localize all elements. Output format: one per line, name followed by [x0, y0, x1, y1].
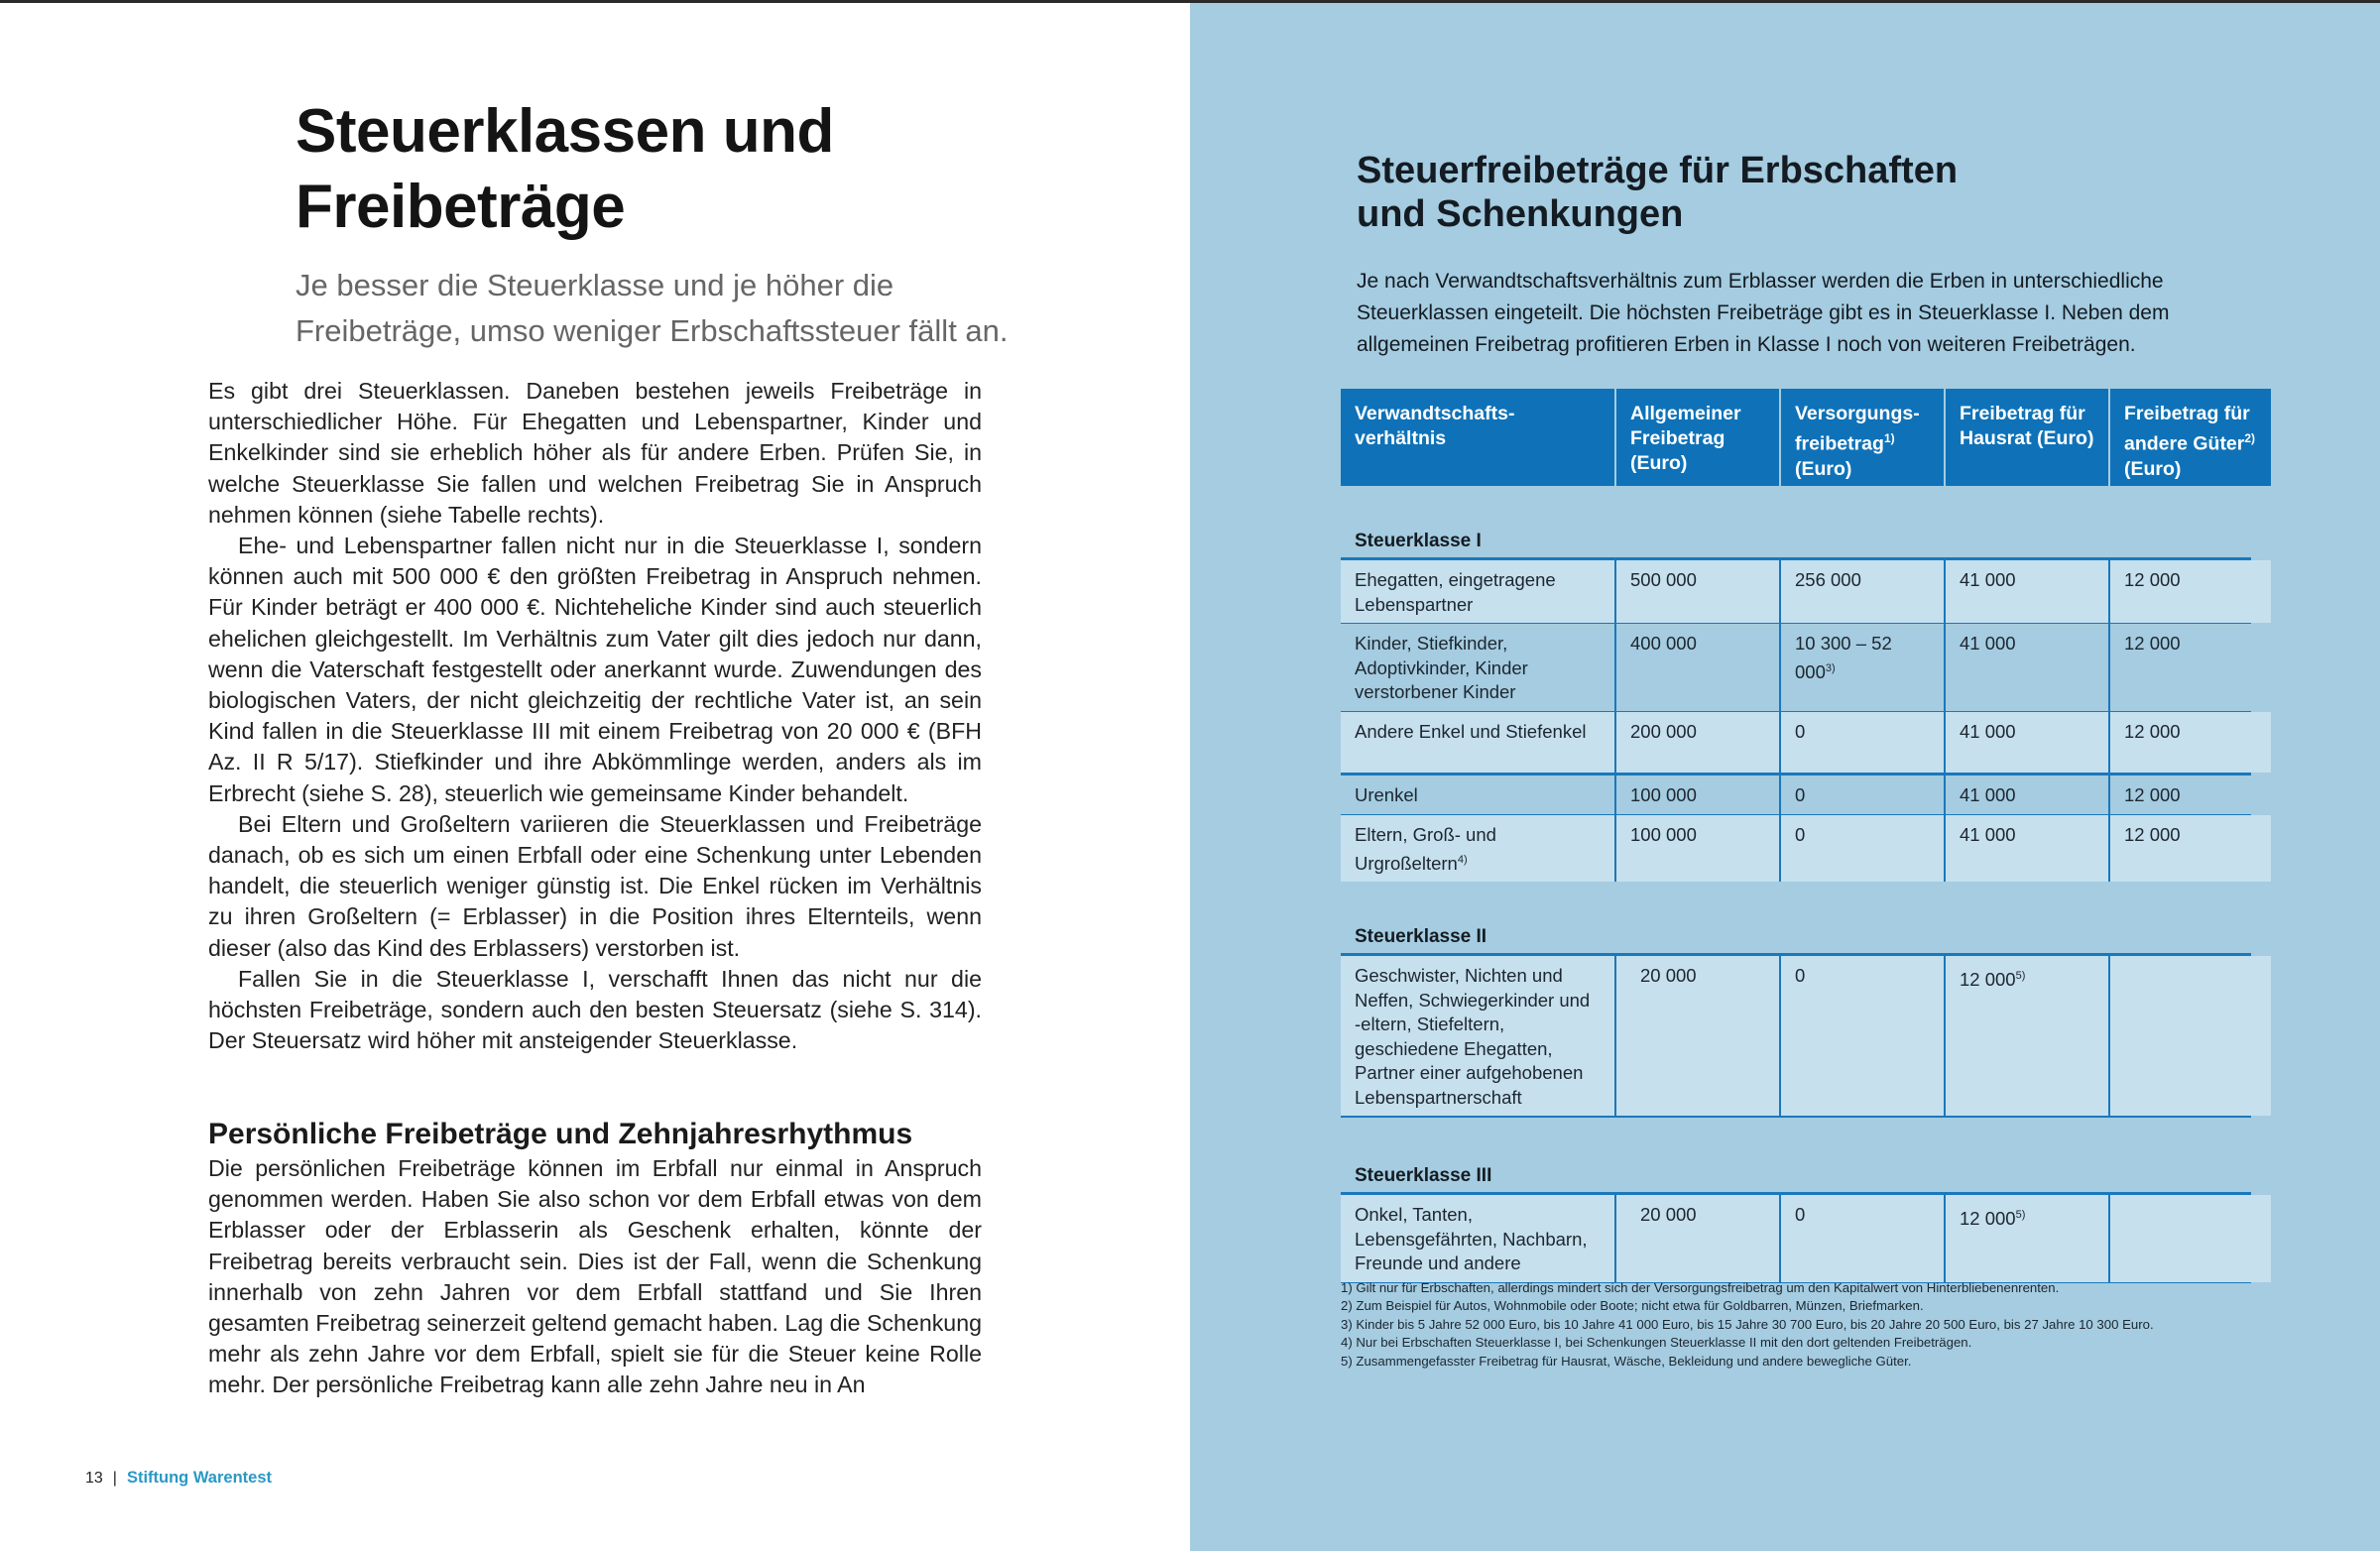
cell-text: Onkel, Tanten, Lebensgefährten, Nachbarn, Freunde und andere	[1355, 1204, 1588, 1273]
cell-other-goods: 12 000	[2108, 624, 2271, 711]
table-footnotes	[1341, 1279, 2273, 1371]
table-row	[1341, 624, 2251, 712]
header-text: Verwandtschafts-verhältnis	[1355, 403, 1515, 449]
cell-household: 41 000	[1944, 560, 2108, 623]
cell-household: 41 000	[1944, 712, 2108, 773]
cell-other-goods	[2108, 1195, 2271, 1282]
cell-other-goods	[2108, 956, 2271, 1116]
cell-text: Andere Enkel und Stiefenkel	[1355, 721, 1587, 742]
cell-text: Urenkel	[1355, 784, 1418, 805]
cell-relation	[1341, 776, 1614, 814]
cell-other-goods: 12 000	[2108, 815, 2271, 882]
cell-other-goods: 12 000	[2108, 560, 2271, 623]
section-subheading: Persönliche Freibeträge und Zehnjahresrhythmus	[208, 1118, 913, 1150]
infobox-title-line-1: Steuerfreibeträge für Erbschaften	[1357, 150, 1959, 191]
infobox-intro: Je nach Verwandtschaftsverhältnis zum Erblasser werden die Erben in unterschiedliche Steuerklassen eingeteilt. Die höchsten Freibeträge gibt es in Steuerklasse I. Neben dem allgemeinen Freibetrag profitieren Erben in Klasse I noch von weiteren Freibeträgen.	[1357, 270, 2170, 356]
cell-household: 41 000	[1944, 624, 2108, 711]
cell-relation	[1341, 1195, 1614, 1282]
cell-pension	[1779, 624, 1944, 711]
lead-paragraph: Je besser die Steuerklasse und je höher die Freibeträge, umso weniger Erbschaftssteuer fällt an.	[296, 268, 1009, 348]
header-unit: (Euro)	[1795, 457, 1852, 480]
cell-pension: 0	[1779, 815, 1944, 882]
column-header-general-allowance	[1614, 389, 1779, 486]
table-row	[1341, 560, 2251, 624]
cell-pension: 0	[1779, 776, 1944, 814]
cell-relation	[1341, 624, 1614, 711]
cell-pension: 0	[1779, 956, 1944, 1116]
column-header-household-allowance	[1944, 389, 2108, 486]
cell-household: 41 000	[1944, 776, 2108, 814]
cell-text: 10 300 – 52 000	[1795, 633, 1892, 682]
column-header-relation	[1341, 389, 1614, 486]
footnote-ref: 5)	[2015, 970, 2026, 982]
footnote-ref: 1)	[1883, 431, 1895, 445]
footnote: 4) Nur bei Erbschaften Steuerklasse I, bei Schenkungen Steuerklasse II mit den dort geltenden Freibeträgen.	[1341, 1335, 1972, 1351]
page-title	[296, 94, 1089, 245]
section-label-class-2: Steuerklasse II	[1341, 921, 2251, 956]
cell-text: Kinder, Stiefkinder, Adoptivkinder, Kinder verstorbener Kinder	[1355, 633, 1528, 702]
header-text: Allgemeiner Freibetrag (Euro)	[1630, 403, 1741, 474]
body-paragraph: Fallen Sie in die Steuerklasse I, verschafft Ihnen das nicht nur die höchsten Freibeträge, sondern auch den besten Steuersatz (siehe S. 314). Der Steuersatz wird höher mit ansteigender Steuerklasse.	[208, 965, 982, 1054]
body-paragraph: Die persönlichen Freibeträge können im Erbfall nur einmal in Anspruch genommen werden. Haben Sie also schon vor dem Erbfall etwas von dem Erblasser oder der Erblasserin als Geschenk erhalten, könnte der Freibetrag bereits verbraucht sein. Dies ist der Fall, wenn die Schenkung innerhalb von zehn Jahren vor dem Erbfall stattfand und Sie Ihren gesamten Freibetrag seinerzeit geltend gemacht haben. Lag die Schenkung mehr als zehn Jahre vor dem Erbfall, spielt sie für die Steuer keine Rolle mehr. Der persönliche Freibetrag kann alle zehn Jahre neu in An	[208, 1155, 982, 1398]
body-paragraph: Es gibt drei Steuerklassen. Daneben bestehen jeweils Freibeträge in unterschiedlicher Höhe. Für Ehegatten und Lebenspartner, Kinder und Enkelkinder sind sie erheblich höher als für andere Erben. Prüfen Sie, in welche Steuerklasse Sie fallen und welchen Freibetrag Sie in Anspruch nehmen können (siehe Tabelle rechts).	[208, 378, 982, 528]
cell-general: 20 000	[1614, 1195, 1779, 1282]
cell-text: 12 000	[1960, 1208, 2016, 1230]
cell-household	[1944, 956, 2108, 1116]
page-number: 13	[85, 1469, 103, 1487]
footnote-ref: 5)	[2015, 1209, 2026, 1221]
column-header-other-goods-allowance	[2108, 389, 2271, 486]
footnote: 1) Gilt nur für Erbschaften, allerdings mindert sich der Versorgungsfreibetrag um den Kapitalwert von Hinterbliebenenrenten.	[1341, 1280, 2060, 1295]
cell-pension: 256 000	[1779, 560, 1944, 623]
cell-pension: 0	[1779, 712, 1944, 773]
page-footer	[85, 1469, 272, 1488]
page-title-line-1: Steuerklassen und	[296, 97, 834, 166]
header-text: Versorgungs-freibetrag	[1795, 403, 1920, 455]
cell-text: Geschwister, Nichten und Neffen, Schwiegerkinder und -eltern, Stiefeltern, geschiedene Ehegatten, Partner einer aufgehobenen Lebenspartnerschaft	[1355, 965, 1591, 1108]
cell-relation	[1341, 956, 1614, 1116]
cell-pension: 0	[1779, 1195, 1944, 1282]
cell-text: 12 000	[1960, 969, 2016, 991]
infobox-title	[1357, 149, 2249, 236]
table-row	[1341, 1195, 2251, 1283]
header-unit: (Euro)	[2124, 457, 2182, 480]
section-label-class-3: Steuerklasse III	[1341, 1160, 2251, 1195]
footnote: 2) Zum Beispiel für Autos, Wohnmobile oder Boote; nicht etwa für Goldbarren, Münzen, Briefmarken.	[1341, 1298, 1924, 1314]
table-row	[1341, 712, 2251, 776]
infobox-title-line-2: und Schenkungen	[1357, 193, 1684, 235]
cell-relation	[1341, 815, 1614, 882]
table-row	[1341, 815, 2251, 879]
column-header-pension-allowance	[1779, 389, 1944, 486]
cell-relation	[1341, 712, 1614, 773]
header-text: Freibetrag für Hausrat (Euro)	[1960, 403, 2094, 449]
cell-general: 400 000	[1614, 624, 1779, 711]
tax-allowance-table	[1341, 389, 2256, 1283]
footnote: 3) Kinder bis 5 Jahre 52 000 Euro, bis 10 Jahre 41 000 Euro, bis 15 Jahre 30 700 Euro, bis 20 Jahre 20 500 Euro, bis 27 Jahre 10 300 Euro.	[1341, 1316, 2154, 1332]
cell-other-goods: 12 000	[2108, 776, 2271, 814]
footnote-ref: 3)	[1825, 661, 1836, 674]
table-header-row	[1341, 389, 2256, 486]
cell-text: Ehegatten, eingetragene Lebenspartner	[1355, 569, 1556, 615]
section-label-class-1: Steuerklasse I	[1341, 526, 2251, 560]
folio-separator: |	[112, 1469, 117, 1487]
cell-household	[1944, 1195, 2108, 1282]
table-row	[1341, 776, 2251, 815]
footnote-ref: 2)	[2244, 431, 2256, 445]
cell-general: 20 000	[1614, 956, 1779, 1116]
body-paragraph: Bei Eltern und Großeltern variieren die Steuerklassen und Freibeträge danach, ob es sich um einen Erbfall oder eine Schenkung unter Lebenden handelt, die steuerlich weniger günstig ist. Die Enkel rücken im Verhältnis zu ihren Großeltern (= Erblasser) in die Position ihres Elternteils, wenn dieser (also das Kind des Erblassers) verstorben ist.	[208, 810, 982, 961]
header-text: Freibetrag für andere Güter	[2124, 403, 2250, 455]
cell-household: 41 000	[1944, 815, 2108, 882]
cell-relation	[1341, 560, 1614, 623]
publisher-brand: Stiftung Warentest	[126, 1469, 273, 1487]
body-text	[208, 376, 982, 1056]
footnote: 5) Zusammengefasster Freibetrag für Hausrat, Wäsche, Bekleidung und andere bewegliche Güter.	[1341, 1353, 1912, 1369]
cell-other-goods: 12 000	[2108, 712, 2271, 773]
cell-general: 100 000	[1614, 815, 1779, 882]
body-text-2	[208, 1153, 982, 1401]
cell-text: Eltern, Groß- und Urgroßeltern	[1355, 824, 1496, 874]
cell-general: 200 000	[1614, 712, 1779, 773]
footnote-ref: 4)	[1457, 853, 1468, 866]
body-paragraph: Ehe- und Lebenspartner fallen nicht nur in die Steuerklasse I, sondern können auch mit 500 000 € den größten Freibetrag in Anspruch nehmen. Für Kinder beträgt er 400 000 €. Nichteheliche Kinder sind auch steuerlich ehelichen gleichgestellt. Im Verhältnis zum Vater gilt dies jedoch nur dann, wenn die Vaterschaft festgestellt oder anerkannt wurde. Zuwendungen des biologischen Vaters, der nicht gleichzeitig der rechtliche Vater ist, an sein Kind fallen in die Steuerklasse III mit einem Freibetrag von 20 000 € (BFH Az. II R 5/17). Stiefkinder und ihre Abkömmlinge werden, anders als im Erbrecht (siehe S. 28), steuerlich wie gemeinsame Kinder behandelt.	[208, 533, 982, 806]
page-title-line-2: Freibeträge	[296, 173, 626, 241]
table-row	[1341, 956, 2251, 1118]
cell-general: 100 000	[1614, 776, 1779, 814]
cell-general: 500 000	[1614, 560, 1779, 623]
